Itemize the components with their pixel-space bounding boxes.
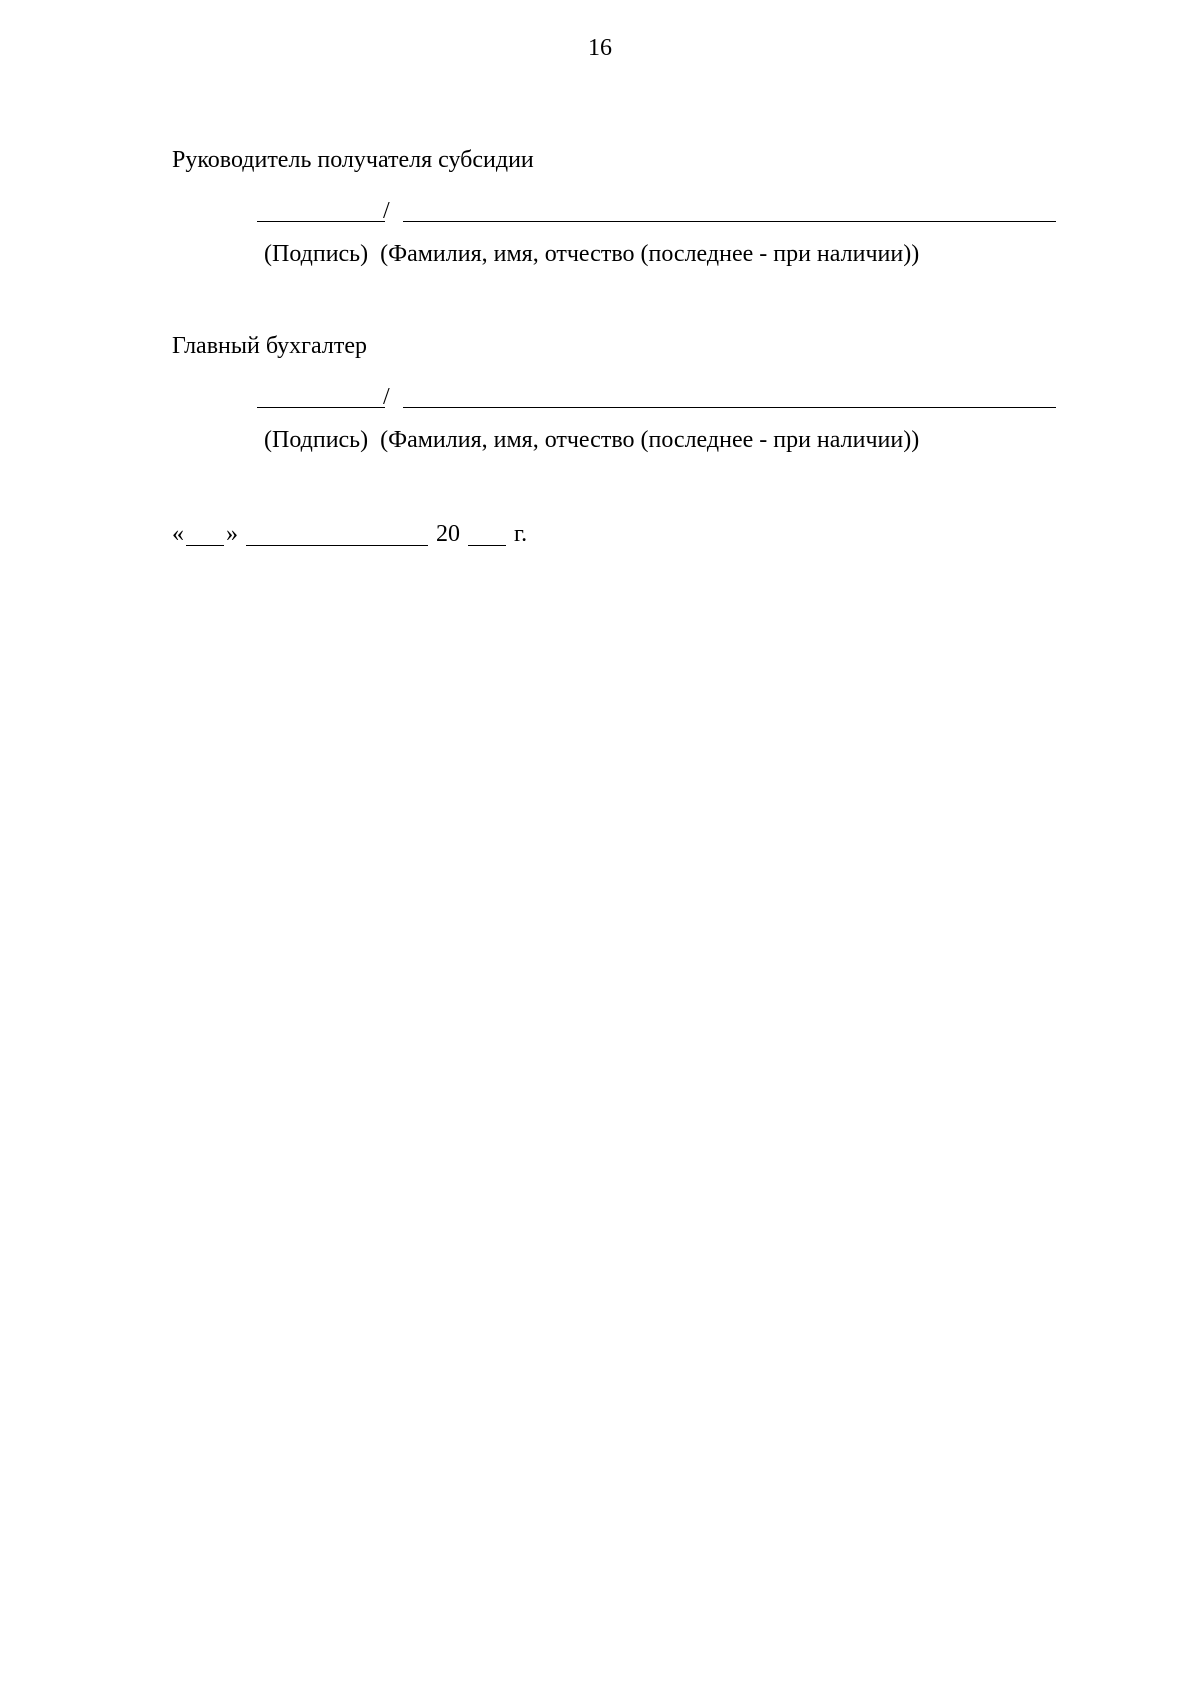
chief-accountant-signature-caption: (Подпись) (Фамилия, имя, отчество (последнее - при наличии)) bbox=[264, 427, 920, 453]
date-line bbox=[172, 520, 572, 550]
signature-blank[interactable] bbox=[257, 407, 385, 408]
chief-accountant-heading: Главный бухгалтер bbox=[172, 333, 367, 359]
chief-accountant-signature-line[interactable] bbox=[257, 384, 1057, 410]
day-blank[interactable] bbox=[186, 545, 224, 546]
date-year-suffix: г. bbox=[514, 521, 528, 547]
full-name-blank[interactable] bbox=[403, 407, 1056, 408]
separator-slash: / bbox=[383, 198, 390, 224]
director-signature-line[interactable] bbox=[257, 198, 1057, 224]
month-blank[interactable] bbox=[246, 545, 428, 546]
date-century: 20 bbox=[436, 521, 460, 547]
separator-slash: / bbox=[383, 384, 390, 410]
date-close-quote: » bbox=[226, 521, 238, 547]
signature-blank[interactable] bbox=[257, 221, 385, 222]
year-blank[interactable] bbox=[468, 545, 506, 546]
page-number: 16 bbox=[588, 35, 612, 61]
date-open-quote: « bbox=[172, 521, 184, 547]
director-signature-caption: (Подпись) (Фамилия, имя, отчество (последнее - при наличии)) bbox=[264, 241, 920, 267]
full-name-blank[interactable] bbox=[403, 221, 1056, 222]
director-heading: Руководитель получателя субсидии bbox=[172, 147, 534, 173]
